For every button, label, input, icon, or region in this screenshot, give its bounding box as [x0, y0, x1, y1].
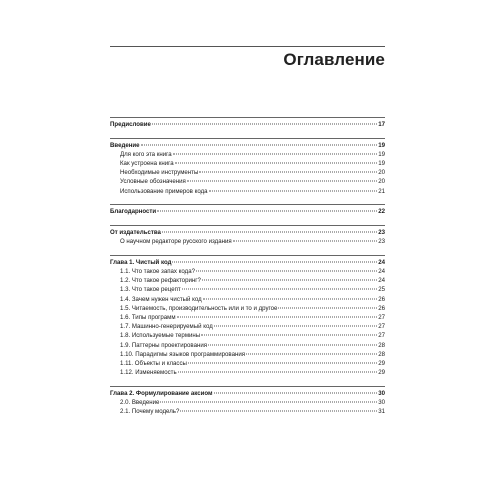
toc-entry-label: Как устроена книга: [120, 160, 174, 168]
dot-leader: [152, 123, 377, 125]
toc-entry-page: 23: [378, 238, 385, 246]
toc-entry-page: 30: [378, 399, 385, 406]
group-gap: [110, 246, 385, 255]
toc-entry-label: 1.9. Паттерны проектирования: [120, 341, 208, 349]
toc-entry-page: 29: [378, 359, 385, 367]
toc-entry-subsection[interactable]: [110, 295, 385, 304]
toc-entry-section[interactable]: [110, 204, 385, 216]
toc-entry-page: 22: [378, 208, 385, 216]
toc-entry-subsection[interactable]: [110, 368, 385, 377]
toc-entry-subsection[interactable]: [110, 322, 385, 331]
toc-entry-page: 28: [378, 341, 385, 349]
toc-entry-page: 19: [378, 160, 385, 168]
dot-leader: [162, 231, 377, 233]
toc-entry-label: 1.4. Зачем нужен чистый код: [120, 295, 202, 303]
toc-entry-page: 24: [378, 258, 385, 266]
dot-leader: [214, 325, 377, 327]
toc-entry-subsection[interactable]: [110, 177, 385, 186]
toc-entry-label: Глава 1. Чистый код: [110, 258, 172, 266]
toc-entry-label: Использование примеров кода: [120, 187, 208, 195]
toc-entry-page: 28: [378, 350, 385, 358]
toc-entry-subsection[interactable]: [110, 159, 385, 168]
toc-entry-label: 2.1. Почему модель?: [120, 408, 180, 416]
toc-entry-label: 1.12. Изменяемость: [120, 369, 177, 377]
toc-entry-subsection[interactable]: [110, 350, 385, 359]
toc-entry-page: 27: [378, 314, 385, 321]
dot-leader: [182, 288, 377, 290]
dot-leader: [214, 391, 378, 393]
group-gap: [110, 129, 385, 138]
toc-entry-label: Глава 2. Формулирование аксиом: [110, 389, 213, 397]
toc-entry-page: 20: [378, 178, 385, 186]
toc-entry-label: 1.2. Что такое рефакторинг?: [120, 277, 201, 285]
dot-leader: [196, 270, 377, 272]
toc-entry-subsection[interactable]: [110, 237, 385, 246]
toc-entry-label: 1.6. Типы программ: [120, 314, 176, 321]
dot-leader: [141, 143, 378, 145]
dot-leader: [187, 180, 377, 182]
toc-entry-section[interactable]: [110, 386, 385, 398]
toc-entry-subsection[interactable]: [110, 187, 385, 196]
toc-entry-subsection[interactable]: [110, 285, 385, 294]
dot-leader: [233, 240, 378, 242]
toc-entry-label: Благодарности: [110, 208, 157, 216]
dot-leader: [202, 279, 377, 281]
toc-entry-subsection[interactable]: [110, 331, 385, 340]
toc-entry-label: 2.0. Введение: [120, 399, 160, 406]
toc-entry-subsection[interactable]: [110, 313, 385, 322]
group-gap: [110, 217, 385, 226]
toc-entry-section[interactable]: [110, 225, 385, 237]
toc-entry-label: 1.7. Машинно-генерируемый код: [120, 323, 213, 331]
toc-entry-page: 19: [378, 150, 385, 158]
toc-entry-page: 17: [378, 121, 385, 128]
toc-entry-label: 1.8. Используемые термины: [120, 332, 201, 340]
toc-entry-page: 27: [378, 323, 385, 331]
toc-entry-label: 1.10. Парадигмы языков программирования: [120, 350, 246, 358]
toc-entry-subsection[interactable]: [110, 398, 385, 407]
group-gap: [110, 196, 385, 205]
toc-entry-section[interactable]: [110, 138, 385, 150]
toc-entry-label: Условные обозначения: [120, 178, 186, 186]
toc-entry-subsection[interactable]: [110, 359, 385, 368]
dot-leader: [175, 162, 378, 164]
toc-entry-label: 1.5. Читаемость, производительность или и то и другое: [120, 304, 278, 312]
dot-leader: [178, 371, 378, 373]
toc-entry-page: 30: [378, 389, 385, 397]
toc-entry-label: Для кого эта книга: [120, 150, 172, 158]
toc-entry-page: 31: [378, 408, 385, 416]
group-gap: [110, 377, 385, 386]
toc-entry-page: 26: [378, 304, 385, 312]
toc-entry-label: 1.11. Объекты и классы: [120, 359, 187, 367]
dot-leader: [160, 401, 377, 403]
toc-entry-subsection[interactable]: [110, 267, 385, 276]
toc-entry-page: 27: [378, 332, 385, 340]
toc-entry-page: 20: [378, 169, 385, 177]
toc-entry-label: Введение: [110, 141, 140, 149]
dot-leader: [246, 352, 377, 354]
toc-entry-subsection[interactable]: [110, 168, 385, 177]
dot-leader: [209, 189, 378, 191]
dot-leader: [188, 361, 377, 363]
toc-entry-label: От издательства: [110, 229, 161, 236]
dot-leader: [201, 334, 377, 336]
dot-leader: [172, 260, 377, 262]
dot-leader: [203, 297, 378, 299]
toc-entry-label: Необходимые инструменты: [120, 169, 199, 177]
toc-entry-subsection[interactable]: [110, 150, 385, 159]
toc-entry-section[interactable]: [110, 255, 385, 267]
dot-leader: [208, 343, 377, 345]
toc-entry-page: 24: [378, 268, 385, 276]
toc-entry-label: Предисловие: [110, 121, 151, 128]
dot-leader: [180, 410, 377, 412]
toc-entry-subsection[interactable]: [110, 341, 385, 350]
toc-entry-page: 29: [378, 369, 385, 377]
dot-leader: [199, 171, 377, 173]
toc-entry-page: 26: [378, 295, 385, 303]
toc-entry-label: О научном редакторе русского издания: [120, 238, 232, 246]
toc-entry-page: 25: [378, 286, 385, 294]
toc-entry-page: 19: [378, 141, 385, 149]
toc-entry-section[interactable]: [110, 117, 385, 129]
toc-entry-label: 1.3. Что такое рецепт: [120, 286, 181, 294]
toc-entry-subsection[interactable]: [110, 407, 385, 416]
toc-entry-page: 24: [378, 277, 385, 285]
page-title: Оглавление: [283, 50, 385, 69]
toc-entry-page: 23: [378, 229, 385, 236]
dot-leader: [157, 210, 377, 212]
table-of-contents: [110, 117, 385, 416]
top-rule: [110, 46, 385, 47]
dot-leader: [177, 316, 378, 318]
dot-leader: [173, 152, 378, 154]
toc-entry-label: 1.1. Что такое запах кода?: [120, 268, 195, 276]
toc-entry-subsection[interactable]: [110, 304, 385, 313]
toc-entry-page: 21: [378, 187, 385, 195]
toc-entry-subsection[interactable]: [110, 276, 385, 285]
dot-leader: [278, 306, 377, 308]
